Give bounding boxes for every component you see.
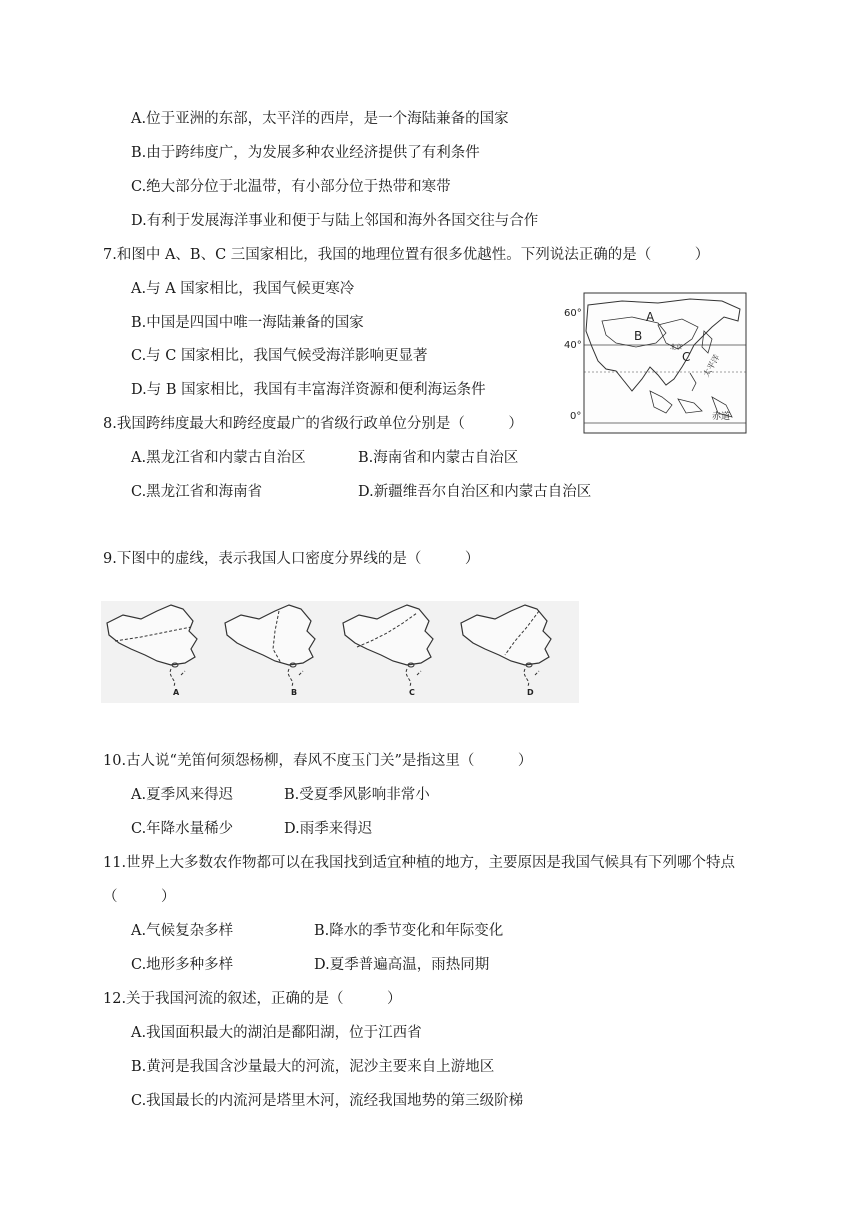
country-label-a: A xyxy=(646,310,655,324)
q7-option-d: D.与 B 国家相比，我国有丰富海洋资源和便利海运条件 xyxy=(131,382,486,398)
country-label-b: B xyxy=(634,329,643,343)
q6-option-a: A.位于亚洲的东部，太平洋的西岸，是一个海陆兼备的国家 xyxy=(131,111,509,127)
q10-option-a: A.夏季风来得迟 xyxy=(131,787,234,803)
q12-option-a: A.我国面积最大的湖泊是鄱阳湖，位于江西省 xyxy=(131,1025,422,1041)
q6-option-d: D.有利于发展海洋事业和便于与陆上邻国和海外各国交往与合作 xyxy=(131,213,539,229)
china-map-a xyxy=(107,605,197,697)
q7-asia-map xyxy=(562,287,748,435)
china-map-b xyxy=(225,605,315,697)
q10-option-c: C.年降水量稀少 xyxy=(131,821,234,837)
q6-option-c: C.绝大部分位于北温带，有小部分位于热带和寒带 xyxy=(131,179,451,195)
q12-option-b: B.黄河是我国含沙量最大的河流，泥沙主要来自上游地区 xyxy=(131,1059,495,1075)
map-label-a: A xyxy=(173,688,180,697)
lat-label-60: 60° xyxy=(564,308,582,319)
q9-china-maps xyxy=(101,601,579,703)
q11-stem-line1: 11.世界上大多数农作物都可以在我国找到适宜种植的地方，主要原因是我国气候具有下列哪个特点 xyxy=(103,855,736,871)
equator-label: 赤道 xyxy=(712,412,731,422)
q8-option-a: A.黑龙江省和内蒙古自治区 xyxy=(131,450,306,466)
q8-stem: 8.我国跨纬度最大和跨经度最广的省级行政单位分别是（ ） xyxy=(103,416,523,432)
asia-map-svg xyxy=(562,287,748,435)
map-label-d: D xyxy=(527,688,534,697)
q11-stem-line2: （ ） xyxy=(103,889,176,905)
q8-option-c: C.黑龙江省和海南省 xyxy=(131,484,263,500)
china-map-d xyxy=(461,605,551,697)
q7-stem: 7.和图中 A、B、C 三国家相比，我国的地理位置有很多优越性。下列说法正确的是（ ） xyxy=(103,247,710,263)
q8-option-b: B.海南省和内蒙古自治区 xyxy=(358,450,519,466)
q10-option-d: D.雨季来得迟 xyxy=(284,821,373,837)
city-label-beijing: 北京 xyxy=(670,344,683,351)
q11-option-c: C.地形多种多样 xyxy=(131,957,234,973)
lat-label-40: 40° xyxy=(564,340,582,351)
q11-option-b: B.降水的季节变化和年际变化 xyxy=(314,923,504,939)
map-label-b: B xyxy=(291,688,298,697)
q7-option-b: B.中国是四国中唯一海陆兼备的国家 xyxy=(131,315,364,331)
q7-option-c: C.与 C 国家相比，我国气候受海洋影响更显著 xyxy=(131,348,428,364)
q7-option-a: A.与 A 国家相比，我国气候更寒冷 xyxy=(131,281,355,297)
lat-label-0: 0° xyxy=(570,411,582,422)
q10-option-b: B.受夏季风影响非常小 xyxy=(284,787,430,803)
china-map-c xyxy=(343,605,433,697)
q11-option-a: A.气候复杂多样 xyxy=(131,923,234,939)
q10-stem: 10.古人说“羌笛何须怨杨柳，春风不度玉门关”是指这里（ ） xyxy=(103,753,533,769)
q8-option-d: D.新疆维吾尔自治区和内蒙古自治区 xyxy=(358,484,592,500)
ocean-label: 太平洋 xyxy=(701,353,722,379)
q11-option-d: D.夏季普遍高温，雨热同期 xyxy=(314,957,490,973)
map-label-c: C xyxy=(409,688,415,697)
china-maps-svg xyxy=(101,601,579,703)
q12-option-c: C.我国最长的内流河是塔里木河，流经我国地势的第三级阶梯 xyxy=(131,1093,524,1109)
country-label-c: C xyxy=(682,350,691,364)
q9-stem: 9.下图中的虚线，表示我国人口密度分界线的是（ ） xyxy=(103,551,480,567)
q6-option-b: B.由于跨纬度广，为发展多种农业经济提供了有利条件 xyxy=(131,145,480,161)
q12-stem: 12.关于我国河流的叙述，正确的是（ ） xyxy=(103,991,402,1007)
